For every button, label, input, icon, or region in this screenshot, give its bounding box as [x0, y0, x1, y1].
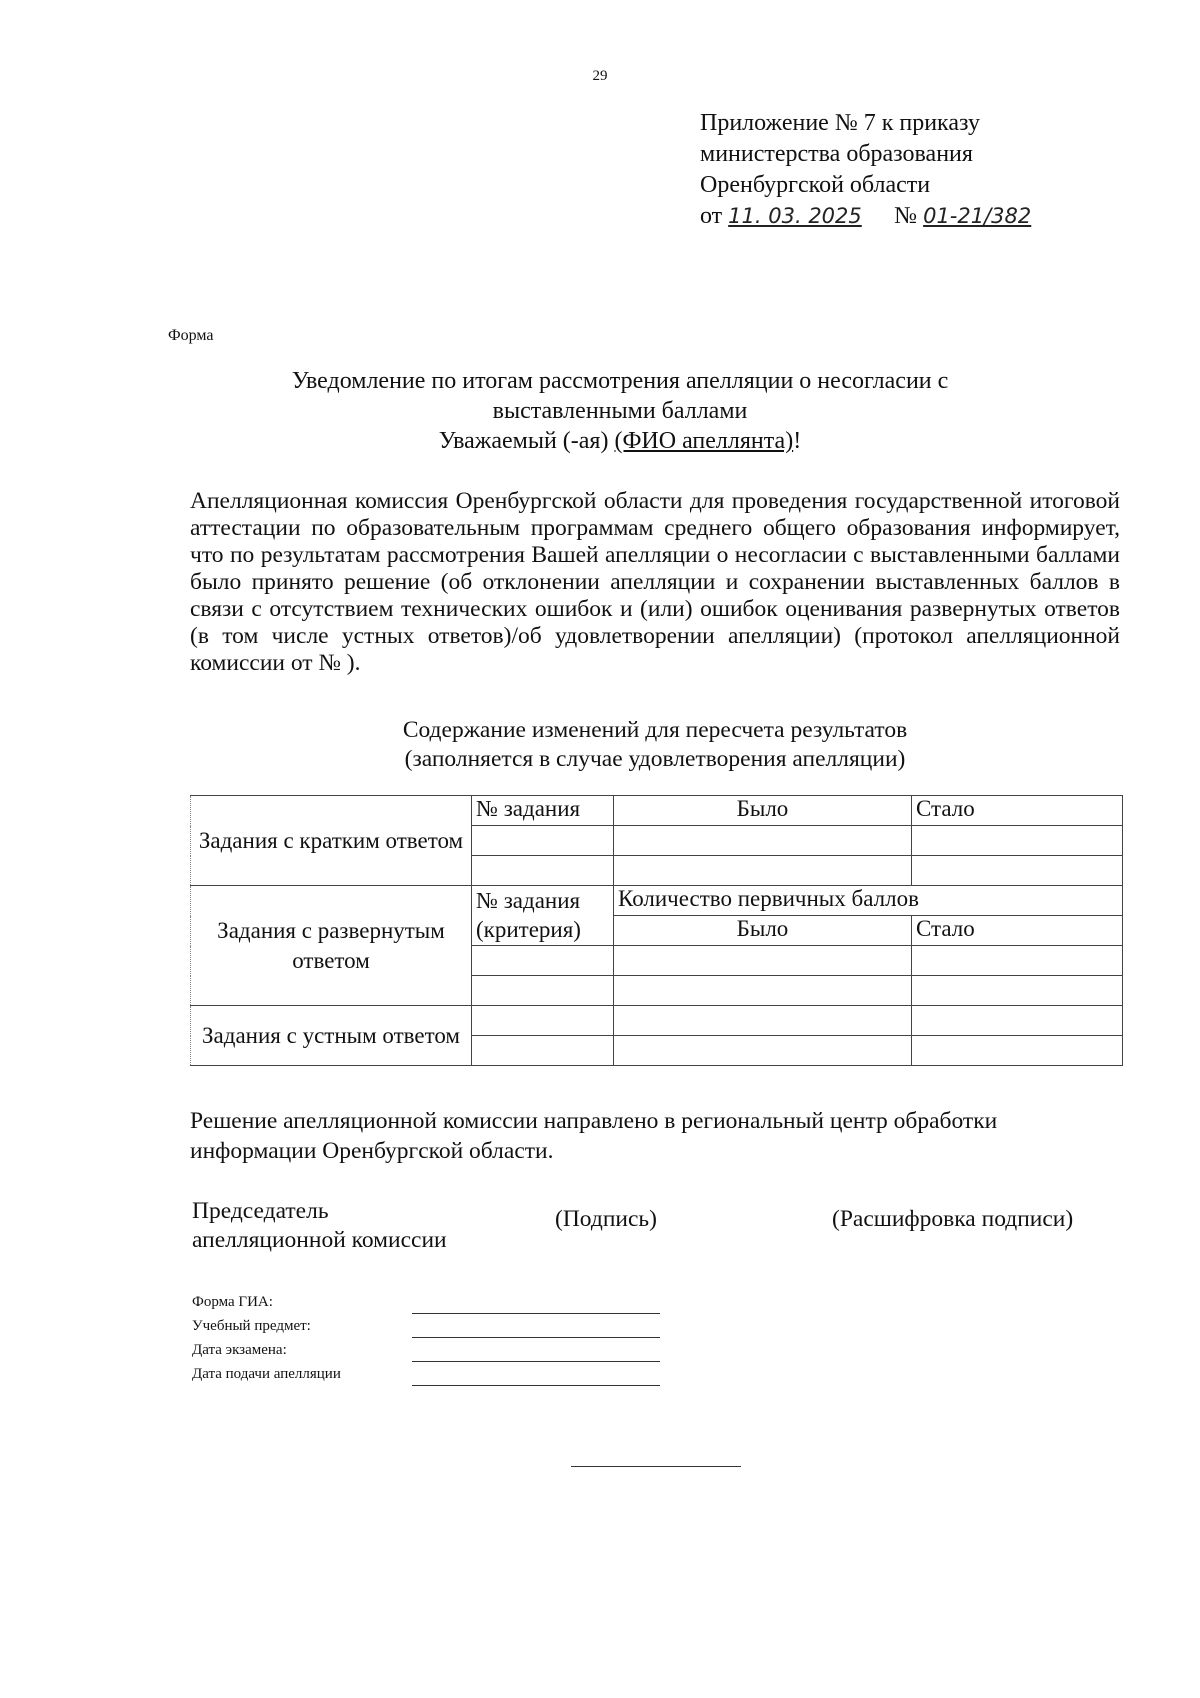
handwritten-date: 11. 03. 2025: [728, 204, 862, 228]
empty-cell: [472, 1036, 614, 1066]
page-number: 29: [592, 68, 608, 84]
empty-cell: [614, 856, 912, 886]
meta-subject-label: Учебный предмет:: [192, 1318, 311, 1334]
empty-cell: [912, 826, 1123, 856]
empty-cell: [472, 946, 614, 976]
table-row: [191, 796, 1123, 826]
empty-cell: [912, 856, 1123, 886]
appendix-date-line: [700, 201, 1068, 232]
fill-line: [412, 1314, 660, 1338]
appendix-line-2: министерства образования: [700, 141, 973, 167]
decision-paragraph: Решение апелляционной комиссии направлено в региональный центр обработки информации Оренбургской области.: [190, 1108, 998, 1164]
empty-cell: [472, 976, 614, 1006]
meta-exam-date-label: Дата экзамена:: [192, 1342, 287, 1358]
became-header: Стало: [912, 796, 1123, 826]
results-table: [190, 795, 1123, 1066]
table-row: [191, 1006, 1123, 1036]
meta-form-label: Форма ГИА:: [192, 1294, 273, 1310]
chair-title: [192, 1197, 447, 1255]
meta-fields: [192, 1290, 341, 1386]
was-header: Было: [614, 796, 912, 826]
empty-cell: [472, 826, 614, 856]
handwritten-number: 01-21/382: [923, 204, 1032, 228]
fill-line: [412, 1362, 660, 1386]
greeting-name: (ФИО апеллянта): [614, 428, 794, 454]
appendix-line-3: Оренбургской области: [700, 172, 931, 198]
empty-cell: [912, 946, 1123, 976]
primary-points-header: Количество первичных баллов: [614, 886, 1123, 916]
body-paragraph: Апелляционная комиссия Оренбургской области для проведения государственной итоговой аттестации по образовательным программам среднего общего образования информирует, что по результатам рассмотрения Вашей апелляции о несогласии с выставленными баллами было принято решение (об отклонении апелляции и сохранении выставленных баллов в связи с отсутствием технических ошибок и (или) ошибок оценивания развернутых ответов (в том числе устных ответов)/об удовлетворении апелляции) (протокол апелляционной комиссии от № ).: [190, 488, 1120, 676]
empty-cell: [614, 1036, 912, 1066]
changes-line-1: Содержание изменений для пересчета результатов: [402, 717, 908, 743]
empty-cell: [614, 946, 912, 976]
title-line-2: выставленными баллами: [492, 398, 748, 424]
changes-caption: [190, 716, 1120, 774]
fill-line: [412, 1338, 660, 1362]
empty-cell: [912, 1006, 1123, 1036]
date-prefix: от: [700, 203, 723, 229]
task-criterion-header: № задания (критерия): [472, 886, 614, 946]
was-header: Было: [614, 916, 912, 946]
task-number-header: № задания: [472, 796, 614, 826]
signature-placeholder: (Подпись): [555, 1206, 657, 1232]
empty-cell: [472, 1006, 614, 1036]
chair-line-2: апелляционной комиссии: [192, 1227, 447, 1253]
end-divider: [571, 1466, 741, 1467]
short-answer-group: Задания с кратким ответом: [191, 796, 472, 886]
signature-decoding-placeholder: (Расшифровка подписи): [832, 1206, 1074, 1232]
chair-line-1: Председатель: [192, 1198, 329, 1224]
changes-line-2: (заполняется в случае удовлетворения апелляции): [404, 746, 906, 772]
became-header: Стало: [912, 916, 1123, 946]
meta-fill-lines: [412, 1290, 660, 1386]
form-label: Форма: [168, 327, 214, 344]
appendix-header: [700, 108, 1068, 232]
greeting-suffix: !: [793, 428, 802, 454]
empty-cell: [912, 1036, 1123, 1066]
empty-cell: [614, 976, 912, 1006]
extended-answer-group: Задания с развернутым ответом: [191, 886, 472, 1006]
fill-line: [412, 1290, 660, 1314]
empty-cell: [614, 1006, 912, 1036]
document-title: [200, 366, 1040, 456]
empty-cell: [912, 976, 1123, 1006]
empty-cell: [472, 856, 614, 886]
appendix-line-1: Приложение № 7 к приказу: [700, 110, 980, 136]
number-prefix: №: [894, 203, 918, 229]
greeting-prefix: Уважаемый (-ая): [438, 428, 609, 454]
empty-cell: [614, 826, 912, 856]
greeting: [200, 426, 1040, 456]
table-row: [191, 886, 1123, 916]
title-line-1: Уведомление по итогам рассмотрения апелляции о несогласии с: [291, 368, 949, 394]
meta-appeal-date-label: Дата подачи апелляции: [192, 1366, 341, 1382]
oral-answer-group: Задания с устным ответом: [191, 1006, 472, 1066]
